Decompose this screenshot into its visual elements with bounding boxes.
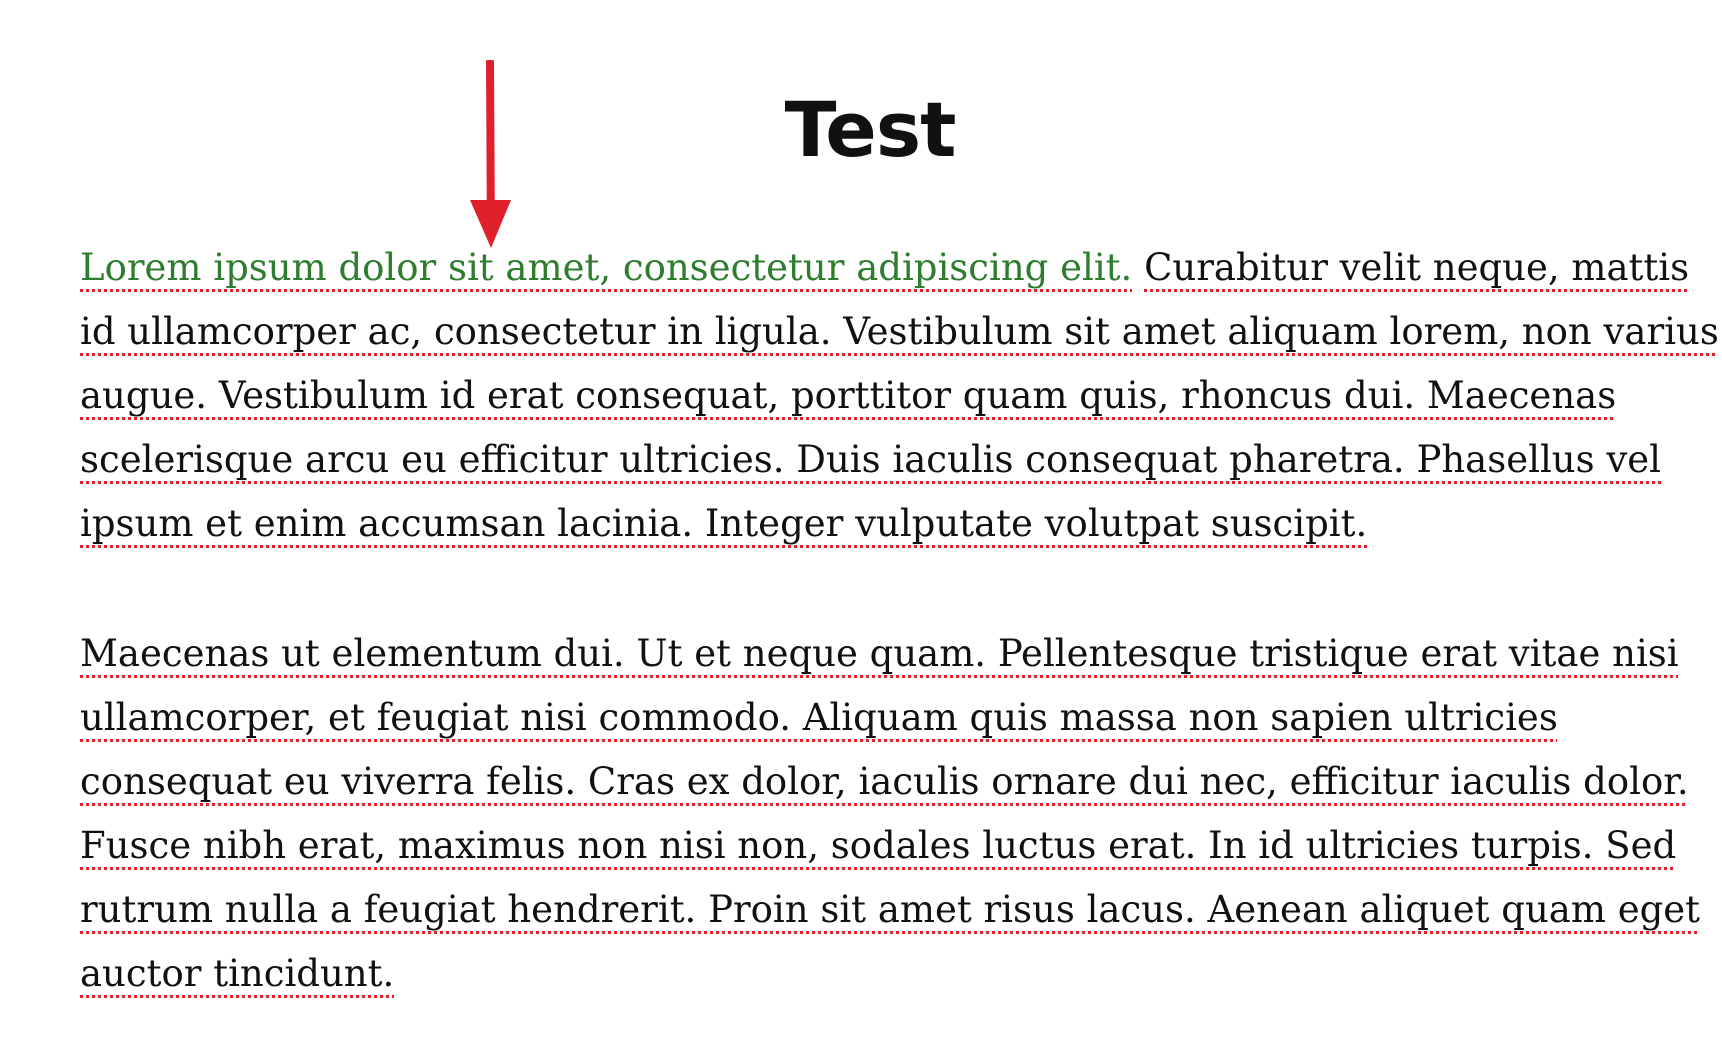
text-line[interactable]: auctor tincidunt.	[80, 952, 395, 995]
text-line[interactable]: id ullamcorper ac, consectetur in ligula. Vestibulum sit amet aliquam lorem, non varius	[80, 310, 1719, 353]
text-line[interactable]: consequat eu viverra felis. Cras ex dolor, iaculis ornare dui nec, efficitur iaculis dolor.	[80, 760, 1689, 803]
paragraph[interactable]	[80, 236, 1719, 556]
page-title: Test	[784, 85, 956, 174]
document-page	[80, 0, 1719, 1048]
text-line[interactable]	[80, 236, 1690, 300]
text-line[interactable]: rutrum nulla a feugiat hendrerit. Proin sit amet risus lacus. Aenean aliquet quam eget	[80, 888, 1701, 931]
text-line[interactable]: augue. Vestibulum id erat consequat, porttitor quam quis, rhoncus dui. Maecenas	[80, 374, 1617, 417]
text-line[interactable]: scelerisque arcu eu efficitur ultricies. Duis iaculis consequat pharetra. Phasellus vel	[80, 438, 1661, 481]
down-arrow-icon	[468, 60, 512, 250]
text-line[interactable]: ullamcorper, et feugiat nisi commodo. Aliquam quis massa non sapien ultricies	[80, 696, 1558, 739]
text-line[interactable]: Fusce nibh erat, maximus non nisi non, sodales luctus erat. In id ultricies turpis. Sed	[80, 824, 1677, 867]
text-line[interactable]: Maecenas ut elementum dui. Ut et neque quam. Pellentesque tristique erat vitae nisi	[80, 632, 1679, 675]
selected-text[interactable]: Lorem ipsum dolor sit amet, consectetur adipiscing elit.	[80, 246, 1133, 289]
paragraph[interactable]	[80, 622, 1701, 1006]
text-line[interactable]: ipsum et enim accumsan lacinia. Integer vulputate volutpat suscipit.	[80, 502, 1368, 545]
text-span[interactable]: Curabitur velit neque, mattis	[1144, 246, 1690, 289]
